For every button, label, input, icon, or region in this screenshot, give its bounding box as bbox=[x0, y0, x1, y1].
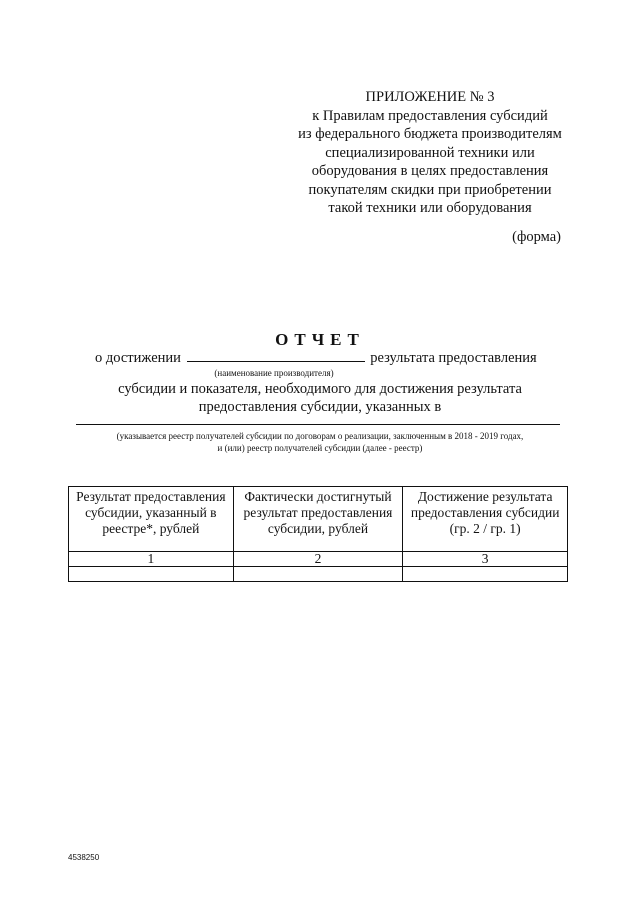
manufacturer-blank[interactable] bbox=[187, 349, 365, 362]
table-row bbox=[69, 567, 568, 582]
table-cell[interactable] bbox=[233, 567, 403, 582]
report-line-1 bbox=[95, 349, 545, 367]
appendix-heading: ПРИЛОЖЕНИЕ № 3 bbox=[365, 89, 495, 105]
manufacturer-hint: (наименование производителя) bbox=[214, 368, 334, 378]
results-table bbox=[68, 486, 568, 582]
table-column-numbers bbox=[69, 552, 568, 567]
form-label: (форма) bbox=[512, 229, 561, 245]
table-header: Фактически достигнутый результат предоставления субсидии, рублей bbox=[233, 487, 403, 552]
table-header: Результат предоставления субсидии, указанный в реестре*, рублей bbox=[69, 487, 234, 552]
appendix-line: специализированной техники или bbox=[325, 144, 535, 161]
appendix-line: из федерального бюджета производителям bbox=[298, 126, 562, 142]
table-cell[interactable] bbox=[69, 567, 234, 582]
registry-hint bbox=[60, 430, 580, 454]
line1-before: о достижении bbox=[95, 350, 181, 366]
report-body bbox=[0, 380, 640, 416]
table-header: Достижение результата предоставления субсидии (гр. 2 / гр. 1) bbox=[403, 487, 568, 552]
report-line-3: предоставления субсидии, указанных в bbox=[198, 399, 442, 415]
document-number: 4538250 bbox=[68, 853, 100, 862]
registry-blank[interactable] bbox=[76, 424, 560, 425]
report-title: ОТЧЕТ bbox=[275, 330, 365, 349]
table-header-row bbox=[69, 487, 568, 552]
line1-after: результата предоставления bbox=[370, 350, 537, 366]
appendix-line: оборудования в целях предоставления bbox=[311, 163, 549, 179]
column-number: 3 bbox=[403, 552, 568, 567]
appendix-line: к Правилам предоставления субсидий bbox=[312, 107, 548, 124]
appendix-block bbox=[280, 88, 580, 218]
column-number: 1 bbox=[69, 552, 234, 567]
appendix-line: покупателям скидки при приобретении bbox=[308, 181, 552, 198]
table-cell[interactable] bbox=[403, 567, 568, 582]
registry-hint-line: (указывается реестр получателей субсидии по договорам о реализации, заключенным в 2018 - 2019 годах, bbox=[116, 431, 524, 441]
column-number: 2 bbox=[233, 552, 403, 567]
appendix-line: такой техники или оборудования bbox=[328, 200, 532, 216]
report-line-2: субсидии и показателя, необходимого для достижения результата bbox=[118, 381, 522, 397]
registry-hint-line: и (или) реестр получателей субсидии (далее - реестр) bbox=[217, 443, 423, 453]
